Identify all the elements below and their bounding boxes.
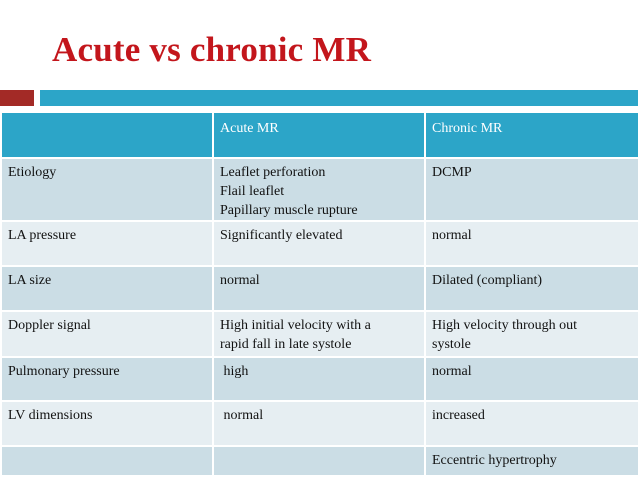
chronic-cell <box>425 401 638 446</box>
acute-cell-line: high <box>220 364 249 379</box>
chronic-cell <box>425 357 638 401</box>
row-label: LV dimensions <box>1 401 213 446</box>
accent-bar-red <box>0 90 34 106</box>
row-label: LA pressure <box>1 221 213 266</box>
slide-title: Acute vs chronic MR <box>52 30 372 69</box>
chronic-cell <box>425 266 638 311</box>
acute-cell-line: Papillary muscle rupture <box>220 203 358 218</box>
table-row <box>1 221 638 266</box>
table-row <box>1 311 638 357</box>
row-label: Pulmonary pressure <box>1 357 213 401</box>
chronic-cell-line: increased <box>432 408 485 423</box>
acute-cell-line: rapid fall in late systole <box>220 337 352 352</box>
acute-cell <box>213 311 425 357</box>
acute-cell-line: Significantly elevated <box>220 228 343 243</box>
table-row <box>1 401 638 446</box>
row-label <box>1 446 213 476</box>
header-cell-empty <box>1 112 213 158</box>
chronic-cell <box>425 221 638 266</box>
chronic-cell <box>425 311 638 357</box>
chronic-cell-line: normal <box>432 228 472 243</box>
accent-bar-blue <box>40 90 638 106</box>
acute-cell <box>213 401 425 446</box>
acute-cell-line: normal <box>220 408 264 423</box>
row-label: Etiology <box>1 158 213 221</box>
chronic-cell-line: normal <box>432 364 472 379</box>
table-row <box>1 266 638 311</box>
acute-cell <box>213 266 425 311</box>
acute-cell-line: Leaflet perforation <box>220 165 326 180</box>
table-row <box>1 357 638 401</box>
acute-cell <box>213 158 425 221</box>
chronic-cell-line: systole <box>432 337 471 352</box>
chronic-cell-line: High velocity through out <box>432 318 578 333</box>
acute-cell <box>213 221 425 266</box>
chronic-cell <box>425 158 638 221</box>
chronic-cell-line: Eccentric hypertrophy <box>432 453 557 468</box>
acute-cell-line: normal <box>220 273 260 288</box>
row-label: Doppler signal <box>1 311 213 357</box>
header-cell-acute-mr: Acute MR <box>213 112 425 158</box>
row-label: LA size <box>1 266 213 311</box>
comparison-table <box>0 111 638 477</box>
acute-cell-line: Flail leaflet <box>220 184 285 199</box>
acute-cell <box>213 446 425 476</box>
chronic-cell-line: DCMP <box>432 165 472 180</box>
acute-cell <box>213 357 425 401</box>
table-header-row <box>1 112 638 158</box>
table-row <box>1 446 638 476</box>
chronic-cell <box>425 446 638 476</box>
header-cell-chronic-mr: Chronic MR <box>425 112 638 158</box>
acute-cell-line: High initial velocity with a <box>220 318 371 333</box>
chronic-cell-line: Dilated (compliant) <box>432 273 543 288</box>
table-row <box>1 158 638 221</box>
